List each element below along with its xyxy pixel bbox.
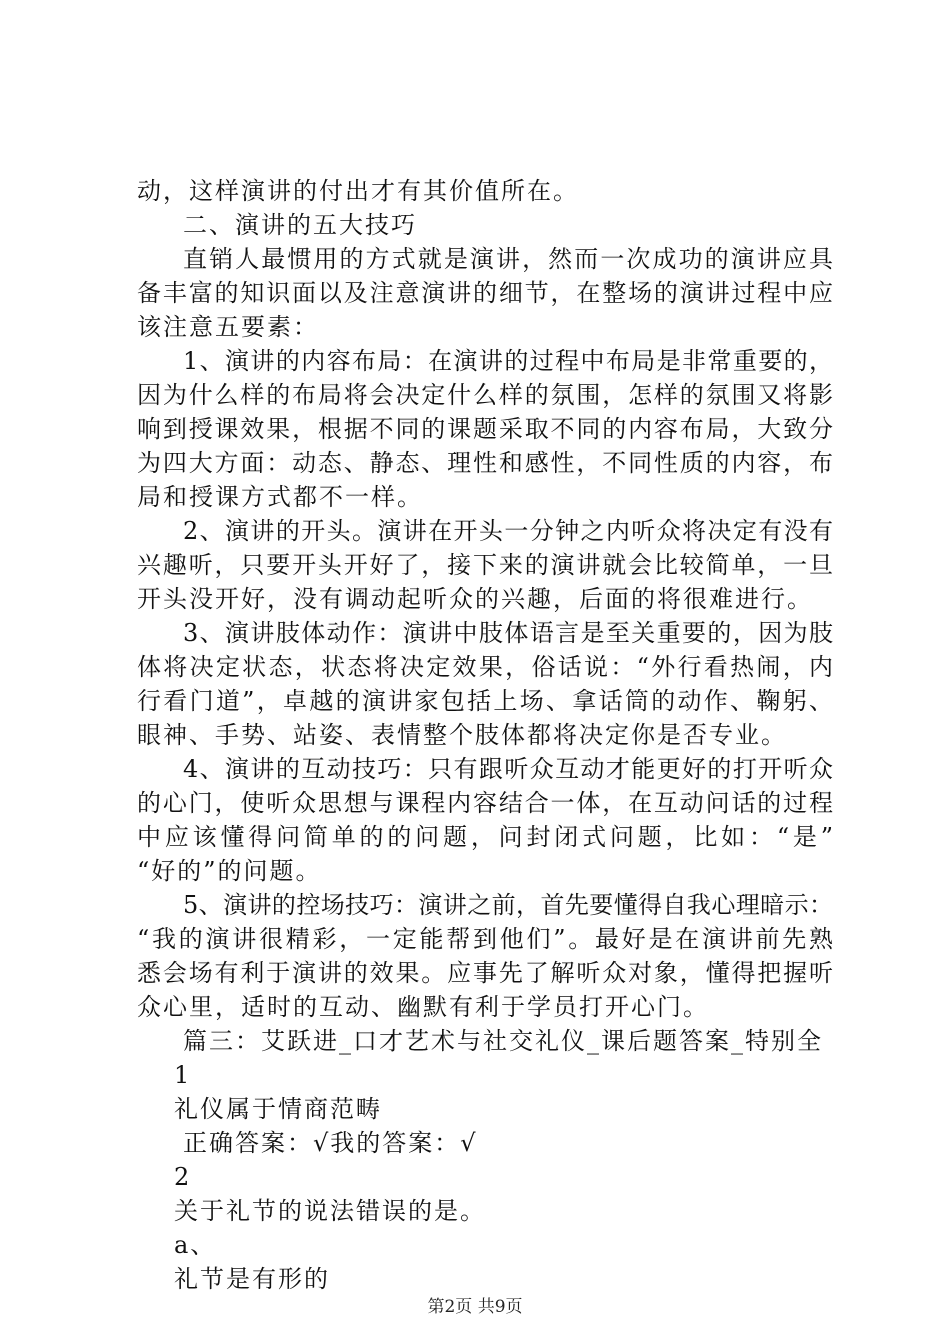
text-line: “我的演讲很精彩，一定能帮到他们”。最好是在演讲前先熟 <box>137 925 833 953</box>
answer-line: 正确答案：√我的答案：√ <box>183 1129 478 1157</box>
text-line: 中应该懂得问简单的的问题，问封闭式问题，比如：“是” <box>137 823 833 851</box>
text-line: 开头没开好，没有调动起听众的兴趣，后面的将很难进行。 <box>137 585 813 613</box>
option-label: a、 <box>174 1231 217 1259</box>
section-heading: 篇三：艾跃进_口才艺术与社交礼仪_课后题答案_特别全 <box>183 1027 823 1055</box>
question-text: 礼仪属于情商范畴 <box>174 1095 382 1123</box>
text-line: 2、演讲的开头。演讲在开头一分钟之内听众将决定有没有 <box>183 517 833 545</box>
text-line: 兴趣听，只要开头开好了，接下来的演讲就会比较简单，一旦 <box>137 551 833 579</box>
text-line: 3、演讲肢体动作：演讲中肢体语言是至关重要的，因为肢 <box>183 619 833 647</box>
text-line: 响到授课效果，根据不同的课题采取不同的内容布局，大致分 <box>137 415 833 443</box>
section-heading: 二、演讲的五大技巧 <box>183 211 417 239</box>
question-number: 2 <box>174 1163 192 1191</box>
question-number: 1 <box>174 1061 192 1089</box>
text-line: 因为什么样的布局将会决定什么样的氛围，怎样的氛围又将影 <box>137 381 833 409</box>
text-line: 该注意五要素： <box>137 313 319 341</box>
text-line: 4、演讲的互动技巧：只有跟听众互动才能更好的打开听众 <box>183 755 833 783</box>
question-text: 关于礼节的说法错误的是。 <box>174 1197 486 1225</box>
text-line: 1、演讲的内容布局：在演讲的过程中布局是非常重要的， <box>183 347 833 375</box>
text-line: 眼神、手势、站姿、表情整个肢体都将决定你是否专业。 <box>137 721 787 749</box>
text-line: 备丰富的知识面以及注意演讲的细节，在整场的演讲过程中应 <box>137 279 833 307</box>
text-line: 行看门道”，卓越的演讲家包括上场、拿话筒的动作、鞠躬、 <box>137 687 833 715</box>
text-line: 直销人最惯用的方式就是演讲，然而一次成功的演讲应具 <box>183 245 833 273</box>
text-line: 局和授课方式都不一样。 <box>137 483 423 511</box>
option-text: 礼节是有形的 <box>174 1265 330 1293</box>
text-line: 为四大方面：动态、静态、理性和感性，不同性质的内容，布 <box>137 449 833 477</box>
text-line: 悉会场有利于演讲的效果。应事先了解听众对象，懂得把握听 <box>137 959 833 987</box>
text-line: “好的”的问题。 <box>137 857 322 885</box>
text-line: 众心里，适时的互动、幽默有利于学员打开心门。 <box>137 993 709 1021</box>
page-footer: 第2页 共9页 <box>427 1297 523 1317</box>
text-line: 的心门，使听众思想与课程内容结合一体，在互动问话的过程 <box>137 789 833 817</box>
text-line: 5、演讲的控场技巧：演讲之前，首先要懂得自我心理暗示： <box>183 891 833 919</box>
text-line: 体将决定状态，状态将决定效果，俗话说：“外行看热闹，内 <box>137 653 833 681</box>
text-line: 动，这样演讲的付出才有其价值所在。 <box>137 177 579 205</box>
